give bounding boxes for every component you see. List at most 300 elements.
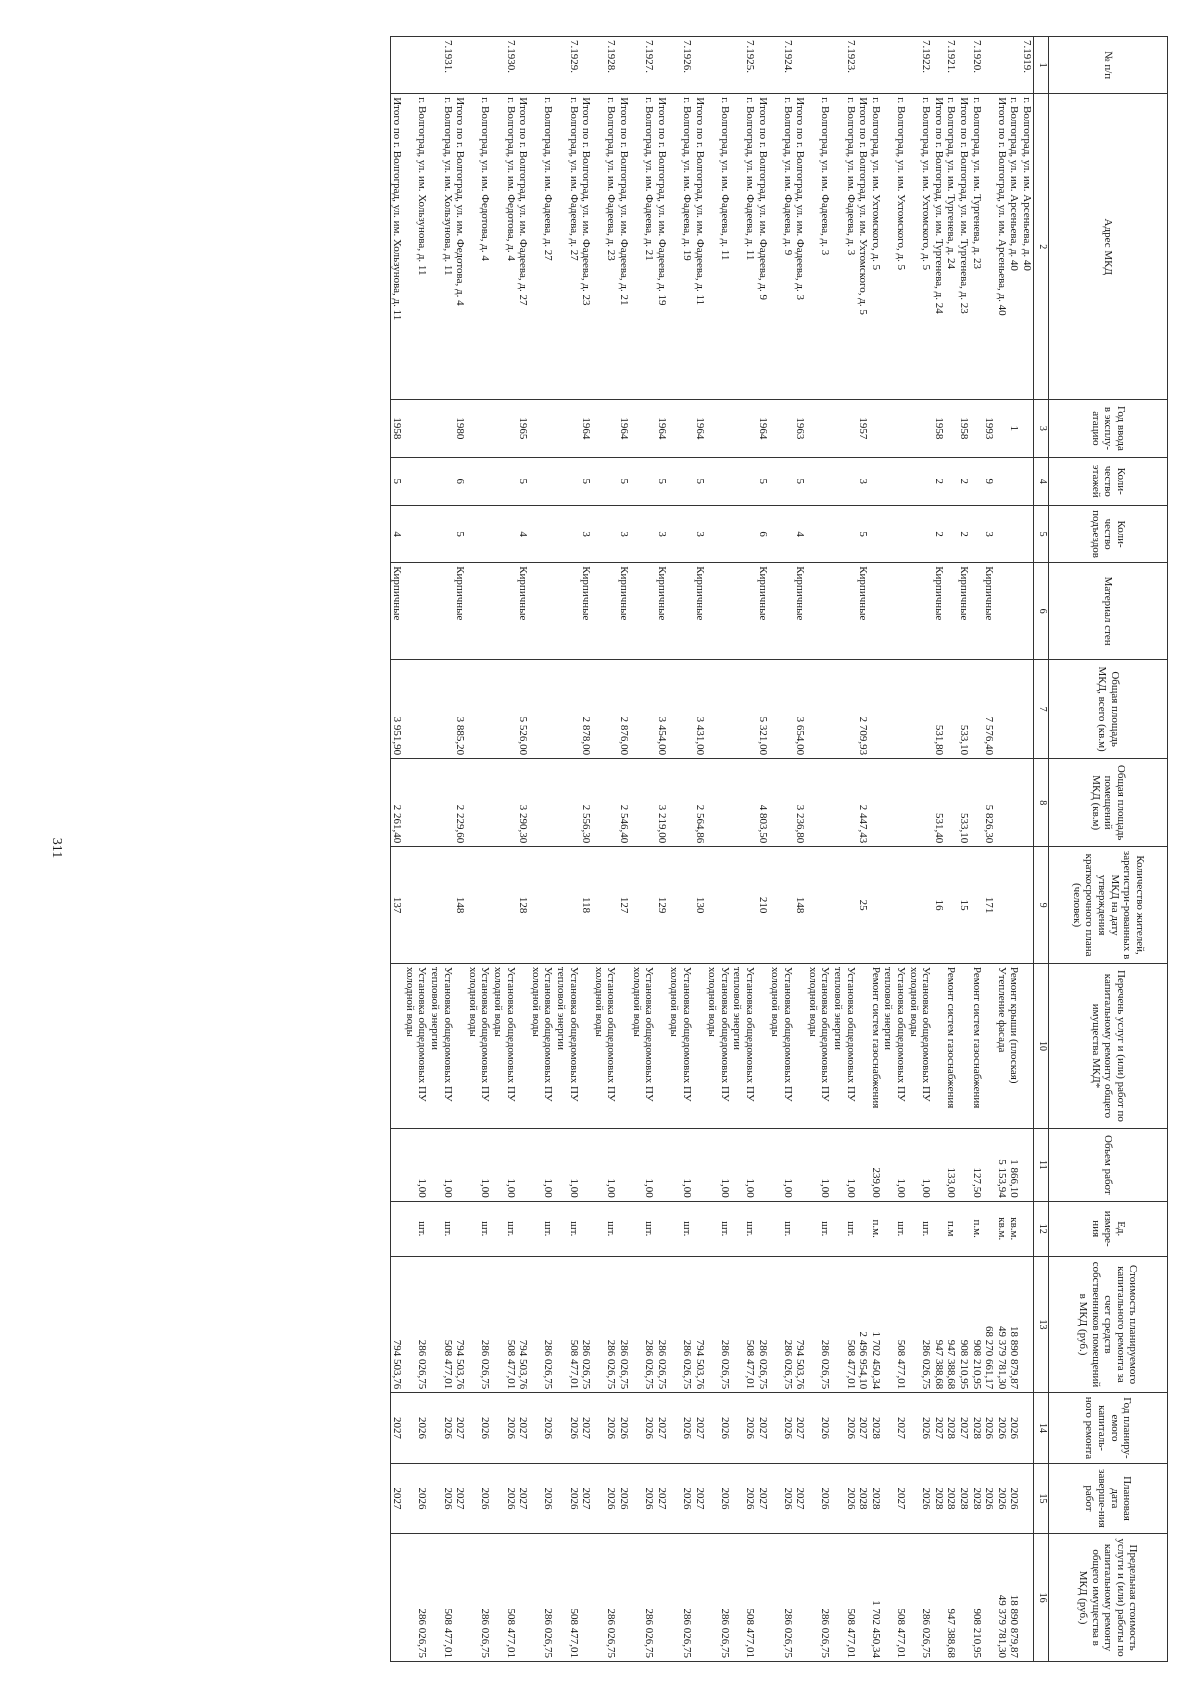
table-cell (429, 563, 454, 660)
table-cell (403, 847, 428, 964)
table-cell: 1965 (517, 400, 530, 457)
table-cell (655, 1534, 668, 1662)
table-cell: Итого по г. Волгоград, ул. им. Фадеева, д. 19 (655, 94, 668, 400)
table-cell: 2027 (390, 1393, 403, 1463)
table-cell: 128 (517, 847, 530, 964)
table-cell: 18 890 879,87 (1008, 1256, 1021, 1393)
table-cell (832, 759, 857, 847)
table-cell: г. Волгоград, ул. им. Фадеева, д. 9 (769, 94, 794, 400)
table-cell: 2027 (693, 1463, 706, 1533)
table-cell (1008, 660, 1021, 759)
table-cell (454, 37, 467, 94)
table-cell (731, 400, 756, 457)
table-cell (806, 847, 831, 964)
table-row (466, 37, 491, 1662)
column-header-8: Общая площадь помещений МКД (кв.м) (1049, 759, 1168, 847)
table-cell: 508 477,01 (731, 1256, 756, 1393)
table-cell (630, 660, 655, 759)
table-cell: 2 (957, 457, 970, 505)
table-cell (869, 847, 882, 964)
column-header-10: Перечень услуг и (или) работ по капитальному ремонту общего имущества МКД* (1049, 963, 1168, 1128)
table-cell (390, 37, 403, 94)
table-cell: 947 388,68 (945, 1534, 958, 1662)
table-cell (731, 847, 756, 964)
table-cell (1020, 400, 1033, 457)
table-cell (706, 37, 731, 94)
table-cell: 508 477,01 (832, 1534, 857, 1662)
table-cell (832, 505, 857, 562)
column-number-cell: 3 (1034, 400, 1049, 457)
table-cell: 3 219,00 (655, 759, 668, 847)
table-cell (390, 1129, 403, 1202)
table-cell: 286 026,75 (668, 1256, 693, 1393)
table-cell: 3 (693, 505, 706, 562)
table-cell: Ремонт систем газоснабжения (970, 963, 983, 1128)
table-cell (983, 1129, 996, 1202)
table-cell (832, 847, 857, 964)
table-cell: Установка общедомовых ПУ тепловой энергии (429, 963, 454, 1128)
table-row (806, 37, 831, 1662)
table-cell: 3 236,80 (794, 759, 807, 847)
table-cell: 508 477,01 (429, 1534, 454, 1662)
table-cell (769, 759, 794, 847)
table-cell (857, 1201, 870, 1256)
table-cell (970, 847, 983, 964)
table-cell (517, 1534, 530, 1662)
table-cell (731, 759, 756, 847)
table-cell: 1964 (756, 400, 769, 457)
table-row (403, 37, 428, 1662)
table-cell: 7.1922. (907, 37, 932, 94)
table-cell (907, 400, 932, 457)
table-cell (945, 505, 958, 562)
table-cell: Кирпичные (580, 563, 593, 660)
table-cell (466, 759, 491, 847)
table-cell: 2 876,00 (617, 660, 630, 759)
table-cell (403, 37, 428, 94)
table-cell (617, 1129, 630, 1202)
table-row (957, 37, 970, 1662)
table-cell (466, 505, 491, 562)
table-cell: г. Волгоград, ул. им. Фадеева, д. 27 (554, 94, 579, 400)
table-cell: 1,00 (769, 1129, 794, 1202)
table-cell: 2026 (731, 1463, 756, 1533)
table-cell: 7.1928. (592, 37, 617, 94)
table-cell: 794 503,76 (517, 1256, 530, 1393)
table-cell (945, 759, 958, 847)
table-cell (882, 505, 907, 562)
table-cell (592, 847, 617, 964)
table-cell: 2027 (693, 1393, 706, 1463)
table-cell (706, 847, 731, 964)
table-cell: 1,00 (731, 1129, 756, 1202)
table-cell: 171 (983, 847, 996, 964)
table-cell: 2026 (491, 1463, 516, 1533)
table-cell: г. Волгоград, ул. им. Ухтомского, д. 5 (869, 94, 882, 400)
table-cell: 2027 (857, 1393, 870, 1463)
table-cell (1020, 1256, 1033, 1393)
table-cell: 2026 (668, 1393, 693, 1463)
table-cell: г. Волгоград, ул. им. Федотова, д. 4 (491, 94, 516, 400)
table-cell (693, 963, 706, 1128)
table-cell: 2026 (806, 1463, 831, 1533)
table-cell (832, 563, 857, 660)
table-cell: 4 803,50 (756, 759, 769, 847)
column-number-cell: 7 (1034, 660, 1049, 759)
table-cell: 1964 (580, 400, 593, 457)
table-cell: 286 026,75 (403, 1256, 428, 1393)
table-cell: 2027 (756, 1393, 769, 1463)
table-cell: 286 026,75 (655, 1256, 668, 1393)
table-cell (592, 400, 617, 457)
table-cell: Установка общедомовых ПУ холодной воды (466, 963, 491, 1128)
table-cell (429, 759, 454, 847)
table-row (617, 37, 630, 1662)
column-number-cell: 14 (1034, 1393, 1049, 1463)
table-cell: 7.1931. (429, 37, 454, 94)
column-number-cell: 12 (1034, 1201, 1049, 1256)
table-cell: Кирпичные (794, 563, 807, 660)
table-cell (1020, 759, 1033, 847)
column-header-15: Плановая дата заверше-ния работ (1049, 1463, 1168, 1533)
table-cell (970, 400, 983, 457)
table-row (832, 37, 857, 1662)
table-cell: 2026 (592, 1463, 617, 1533)
table-row (693, 37, 706, 1662)
table-cell: Установка общедомовых ПУ тепловой энергии (554, 963, 579, 1128)
table-cell (970, 505, 983, 562)
table-cell: 2026 (429, 1393, 454, 1463)
table-cell: 2026 (529, 1463, 554, 1533)
table-cell (869, 457, 882, 505)
table-cell: 2027 (454, 1393, 467, 1463)
table-cell: г. Волгоград, ул. им. Фадеева, д. 11 (731, 94, 756, 400)
table-cell (983, 1201, 996, 1256)
table-cell (882, 400, 907, 457)
table-cell (995, 847, 1008, 964)
table-cell: Установка общедомовых ПУ тепловой энергии (882, 963, 907, 1128)
table-cell: 127,50 (970, 1129, 983, 1202)
table-cell: шт. (592, 1201, 617, 1256)
table-cell (794, 963, 807, 1128)
table-cell: 2 (932, 505, 945, 562)
column-header-6: Материал стен (1049, 563, 1168, 660)
table-cell (403, 505, 428, 562)
table-cell (529, 400, 554, 457)
table-cell (630, 563, 655, 660)
table-cell: 1980 (454, 400, 467, 457)
table-cell: г. Волгоград, ул. им. Тургенева, д. 24 (945, 94, 958, 400)
table-cell: г. Волгоград, ул. им. Хользунова, д. 11 (403, 94, 428, 400)
table-cell (1008, 847, 1021, 964)
table-cell (882, 660, 907, 759)
table-cell: 2028 (869, 1463, 882, 1533)
table-cell (932, 1129, 945, 1202)
table-cell (882, 37, 907, 94)
table-cell: 2027 (580, 1463, 593, 1533)
table-row (794, 37, 807, 1662)
table-cell (655, 963, 668, 1128)
table-cell: 2026 (983, 1463, 996, 1533)
table-cell: 5 (794, 457, 807, 505)
table-cell: 2026 (706, 1463, 731, 1533)
table-cell: 1,00 (806, 1129, 831, 1202)
table-cell (554, 759, 579, 847)
table-cell: Итого по г. Волгоград, ул. им. Федотова, д. 4 (454, 94, 467, 400)
table-cell (945, 563, 958, 660)
column-number-cell: 4 (1034, 457, 1049, 505)
table-cell (869, 660, 882, 759)
table-cell: 2027 (794, 1463, 807, 1533)
table-cell: 1 702 450,34 (869, 1256, 882, 1393)
table-cell (517, 1201, 530, 1256)
table-cell: 1957 (857, 400, 870, 457)
table-cell: 2026 (706, 1393, 731, 1463)
table-cell: 2026 (592, 1393, 617, 1463)
table-cell: 1,00 (592, 1129, 617, 1202)
table-cell (630, 457, 655, 505)
table-cell: 7.1925. (731, 37, 756, 94)
table-cell: Итого по г. Волгоград, ул. им. Фадеева, д. 23 (580, 94, 593, 400)
table-cell (517, 1129, 530, 1202)
table-cell: 5 (857, 505, 870, 562)
table-cell (983, 963, 996, 1128)
table-cell (970, 563, 983, 660)
table-cell: Кирпичные (655, 563, 668, 660)
column-header-7: Общая площадь МКД, всего (кв.м) (1049, 660, 1168, 759)
table-cell (983, 1534, 996, 1662)
table-cell (731, 660, 756, 759)
table-cell (554, 847, 579, 964)
table-cell (945, 400, 958, 457)
table-cell: шт. (429, 1201, 454, 1256)
table-cell (769, 563, 794, 660)
table-cell: 1,00 (706, 1129, 731, 1202)
table-cell: шт. (529, 1201, 554, 1256)
table-cell (932, 1534, 945, 1662)
table-cell: 794 503,76 (794, 1256, 807, 1393)
table-cell (794, 37, 807, 94)
table-cell: 286 026,75 (466, 1256, 491, 1393)
table-cell: 2026 (983, 1393, 996, 1463)
table-cell: 2027 (390, 1463, 403, 1533)
table-cell: 2027 (517, 1463, 530, 1533)
table-cell: Ремонт систем газоснабжения (869, 963, 882, 1128)
column-number-cell: 8 (1034, 759, 1049, 847)
table-cell: п.м. (869, 1201, 882, 1256)
table-cell (491, 505, 516, 562)
table-cell: 2028 (945, 1393, 958, 1463)
table-cell: 533,10 (957, 759, 970, 847)
table-cell: 1,00 (882, 1129, 907, 1202)
table-cell (668, 660, 693, 759)
table-cell: 2028 (957, 1463, 970, 1533)
table-cell: Кирпичные (390, 563, 403, 660)
table-cell: 2028 (869, 1393, 882, 1463)
table-cell (794, 1534, 807, 1662)
table-cell: 7.1920. (970, 37, 983, 94)
table-cell (995, 563, 1008, 660)
table-cell: 508 477,01 (554, 1534, 579, 1662)
table-cell: Итого по г. Волгоград, ул. им. Фадеева, д. 21 (617, 94, 630, 400)
table-cell (617, 1201, 630, 1256)
table-cell: г. Волгоград, ул. им. Арсеньева, д. 40 (1008, 94, 1021, 400)
table-cell (857, 1534, 870, 1662)
table-cell (1020, 847, 1033, 964)
table-cell (794, 1129, 807, 1202)
table-cell: 1,00 (529, 1129, 554, 1202)
table-cell (907, 457, 932, 505)
table-cell (466, 457, 491, 505)
table-cell (832, 400, 857, 457)
table-cell: 5 153,94 (995, 1129, 1008, 1202)
table-cell: 5 (454, 505, 467, 562)
table-cell (617, 37, 630, 94)
table-cell (529, 457, 554, 505)
table-cell: 2026 (769, 1393, 794, 1463)
table-cell (491, 847, 516, 964)
table-cell: Итого по г. Волгоград, ул. им. Фадеева, д. 27 (517, 94, 530, 400)
table-row (668, 37, 693, 1662)
table-cell: 286 026,75 (403, 1534, 428, 1662)
table-cell: 1964 (693, 400, 706, 457)
table-cell (466, 847, 491, 964)
column-number-cell: 5 (1034, 505, 1049, 562)
table-cell: шт. (554, 1201, 579, 1256)
table-cell (668, 400, 693, 457)
table-cell (1020, 1201, 1033, 1256)
table-cell (554, 660, 579, 759)
table-cell: 286 026,75 (630, 1534, 655, 1662)
column-header-1: № п/п (1049, 37, 1168, 94)
table-cell (970, 759, 983, 847)
table-cell (882, 457, 907, 505)
table-cell (907, 563, 932, 660)
table-cell: 2026 (995, 1463, 1008, 1533)
table-cell: 286 026,75 (706, 1534, 731, 1662)
table-cell: 286 026,75 (529, 1256, 554, 1393)
table-cell (454, 1534, 467, 1662)
column-header-16: Предельная стоимость услуги и (или) работы по капитальному ремонту общего имущества в МКД (руб.) (1049, 1534, 1168, 1662)
table-cell: кв.м. (1008, 1201, 1021, 1256)
table-cell (1020, 660, 1033, 759)
table-cell (995, 660, 1008, 759)
table-cell: 49 379 781,30 (995, 1256, 1008, 1393)
table-cell: 2026 (617, 1393, 630, 1463)
table-cell: 2027 (794, 1393, 807, 1463)
table-cell (554, 563, 579, 660)
table-cell (491, 457, 516, 505)
table-cell: 2 556,30 (580, 759, 593, 847)
table-cell (983, 94, 996, 400)
table-cell: 129 (655, 847, 668, 964)
table-cell: 25 (857, 847, 870, 964)
table-cell: 2026 (429, 1463, 454, 1533)
table-cell (983, 37, 996, 94)
table-cell: 2 (957, 505, 970, 562)
table-cell (706, 505, 731, 562)
table-cell: 1958 (390, 400, 403, 457)
table-cell: 137 (390, 847, 403, 964)
column-header-2: Адрес МКД (1049, 94, 1168, 400)
table-cell: 118 (580, 847, 593, 964)
table-cell: 2026 (466, 1463, 491, 1533)
table-row (945, 37, 958, 1662)
table-cell (630, 400, 655, 457)
table-cell: 9 (983, 457, 996, 505)
table-cell (995, 37, 1008, 94)
table-cell: 2026 (1008, 1393, 1021, 1463)
table-cell: 1,00 (491, 1129, 516, 1202)
table-cell (529, 563, 554, 660)
table-row (869, 37, 882, 1662)
table-cell: 2026 (491, 1393, 516, 1463)
table-cell: Установка общедомовых ПУ холодной воды (668, 963, 693, 1128)
table-cell: Установка общедомовых ПУ холодной воды (592, 963, 617, 1128)
table-cell: 2026 (907, 1463, 932, 1533)
table-cell: 531,80 (932, 660, 945, 759)
rotated-table-page (48, 36, 1168, 1662)
table-cell: 794 503,76 (454, 1256, 467, 1393)
table-cell (630, 759, 655, 847)
table-cell: шт. (731, 1201, 756, 1256)
table-cell: 508 477,01 (554, 1256, 579, 1393)
column-header-13: Стоимость планируемого капитального ремонта за счет средств собственников помещений в МКД (руб.) (1049, 1256, 1168, 1393)
table-cell: 908 210,95 (970, 1256, 983, 1393)
table-cell (668, 457, 693, 505)
table-cell (466, 37, 491, 94)
table-cell: 286 026,75 (580, 1256, 593, 1393)
table-cell (932, 37, 945, 94)
table-cell: 3 454,00 (655, 660, 668, 759)
table-cell (491, 759, 516, 847)
column-number-cell: 13 (1034, 1256, 1049, 1393)
table-cell: 286 026,75 (617, 1256, 630, 1393)
table-cell: 286 026,75 (907, 1256, 932, 1393)
table-cell: шт. (806, 1201, 831, 1256)
table-cell (491, 660, 516, 759)
table-cell: Установка общедомовых ПУ холодной воды (907, 963, 932, 1128)
table-cell: шт. (630, 1201, 655, 1256)
table-cell: Кирпичные (517, 563, 530, 660)
table-cell: 286 026,75 (756, 1256, 769, 1393)
table-cell: Установка общедомовых ПУ холодной воды (706, 963, 731, 1128)
table-row (491, 37, 516, 1662)
table-cell (693, 1201, 706, 1256)
table-cell: 508 477,01 (429, 1256, 454, 1393)
table-cell (832, 457, 857, 505)
table-cell: 947 388,68 (945, 1256, 958, 1393)
table-cell: 3 290,30 (517, 759, 530, 847)
table-cell (517, 37, 530, 94)
table-cell (706, 400, 731, 457)
table-cell: 2026 (995, 1393, 1008, 1463)
table-cell: 2028 (932, 1463, 945, 1533)
table-cell (403, 660, 428, 759)
table-cell: 3 (580, 505, 593, 562)
table-cell (731, 505, 756, 562)
table-row (517, 37, 530, 1662)
table-cell: Кирпичные (983, 563, 996, 660)
table-cell: 2026 (554, 1463, 579, 1533)
table-cell (1020, 963, 1033, 1128)
table-cell: шт. (491, 1201, 516, 1256)
table-cell (454, 1201, 467, 1256)
table-cell: 68 270 661,17 (983, 1256, 996, 1393)
table-cell: 5 (580, 457, 593, 505)
table-cell (706, 660, 731, 759)
table-cell: 2027 (882, 1463, 907, 1533)
